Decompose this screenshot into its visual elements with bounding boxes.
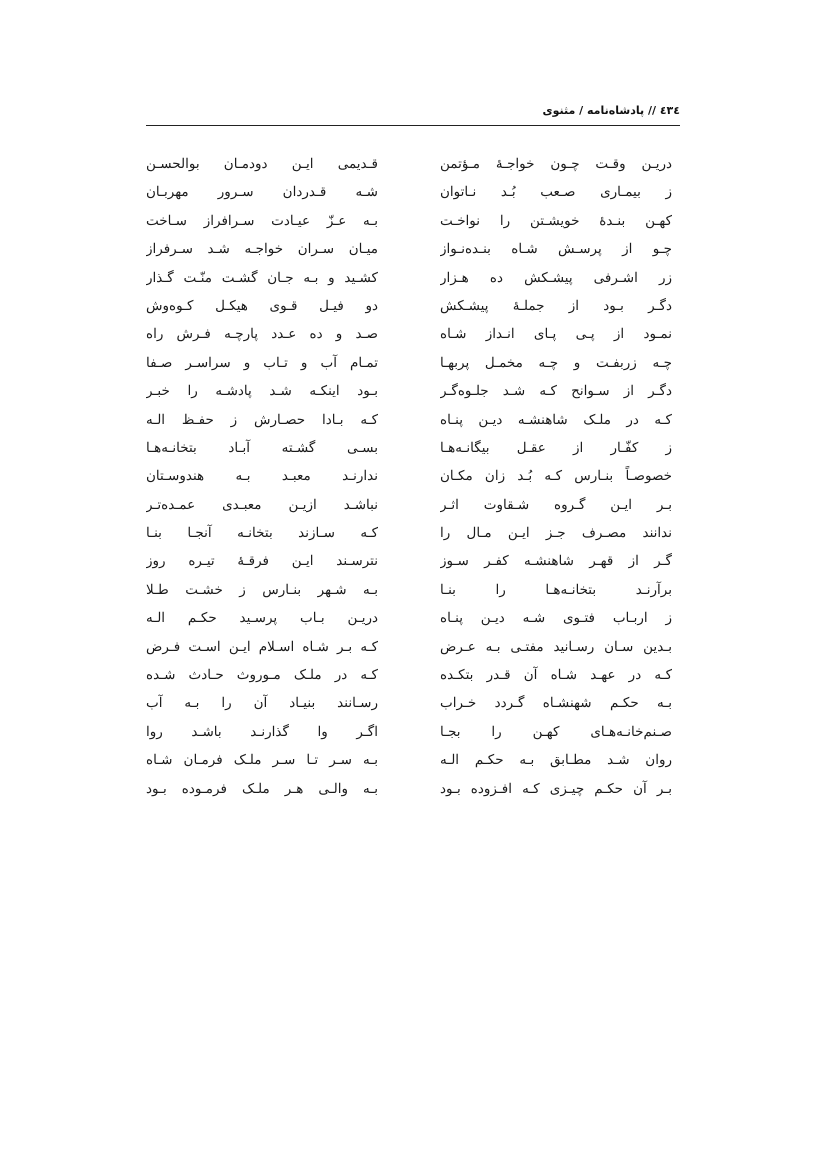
hemistich-second: بـه والـی هـر ملـک فرمـوده بـود (146, 780, 378, 797)
hemistich-first: زر اشـرفی پیشـکش ده هـزار (440, 269, 672, 286)
hemistich-second: ندارنـد معبـد بـه هندوسـتان (146, 468, 378, 485)
hemistich-first: کـه در ملـک شاهنشـه دیـن پنـاه (440, 411, 672, 428)
header-separator: // (647, 104, 656, 117)
header-separator: / (579, 104, 584, 117)
hemistich-second: نترسـند ایـن فرقـهٔ تیـره روز (146, 553, 378, 570)
hemistich-second: کـه در ملـک مـوروث حـادث شـده (146, 667, 378, 684)
hemistich-first: نمـود از پـی پـای انـداز شـاه (440, 326, 672, 343)
hemistich-first: دگـر از سـوانح کـه شـد جلـوه‌گـر (440, 383, 672, 400)
hemistich-second: دو فیـل قـوی هیکـل کـوه‌وش (146, 297, 378, 314)
book-title: پادشاه‌نامه (587, 104, 645, 117)
hemistich-second: بـه شـهر بنـارس ز خشـت طـلا (146, 581, 378, 598)
hemistich-first: ز کفّـار از عقـل بیگانـه‌هـا (440, 439, 672, 456)
hemistich-first: بـدین سـان رسـانید مفتـی بـه عـرض (440, 638, 672, 655)
hemistich-first: ز اربـاب فتـوی شـه دیـن پنـاه (440, 610, 672, 627)
hemistich-first: صـنم‌خانـه‌هـای کهـن را بجـا (440, 723, 672, 740)
hemistich-second: رسـانند بنیـاد آن را بـه آب (146, 695, 378, 712)
poem-column-first-hemistichs (440, 150, 672, 803)
hemistich-first: کـه در عهـد شـاه آن قـدر بتکـده (440, 667, 672, 684)
hemistich-second: بـود اینکـه شـد پادشـه را خبـر (146, 383, 378, 400)
hemistich-second: بسـی گشـته آبـاد بتخانـه‌هـا (146, 439, 378, 456)
header-divider (146, 125, 680, 126)
hemistich-second: نباشـد ازیـن معبـدی عمـده‌تـر (146, 496, 378, 513)
page-number: ٤٣٤ (659, 104, 680, 117)
hemistich-second: کـه سـازند بتخانـه آنجـا بنـا (146, 525, 378, 542)
hemistich-first: دگـر بـود از جملـهٔ پیشـکش (440, 297, 672, 314)
section-title: مثنوی (542, 104, 576, 117)
hemistich-second: شـه قـدردان سـرور مهربـان (146, 184, 378, 201)
hemistich-second: بـه عـزّ عیـادت سـرافراز سـاخت (146, 212, 378, 229)
hemistich-first: ندانند مصـرف جـز ایـن مـال را (440, 525, 672, 542)
hemistich-first: خصوصـاً بنـارس کـه بُـد زان مکـان (440, 468, 672, 485)
hemistich-second: صـد و ده عـدد پارچـه فـرش راه (146, 326, 378, 343)
hemistich-first: کهـن بنـدهٔ خویشـتن را نواخـت (440, 212, 672, 229)
hemistich-second: تمـام آب و تـاب و سراسـر صـفا (146, 354, 378, 371)
hemistich-first: چـو از پرسـش شـاه بنـده‌نـواز (440, 241, 672, 258)
hemistich-second: قـدیمی ایـن دودمـان بوالحسـن (146, 156, 378, 172)
hemistich-first: دریـن وقـت چـون خواجـهٔ مـؤتمن (440, 156, 672, 172)
hemistich-second: کـه بـر شـاه اسـلام ایـن اسـت فـرض (146, 638, 378, 655)
hemistich-second: بـه سـر تـا سـر ملـک فرمـان شـاه (146, 752, 378, 769)
hemistich-first: بـه حکـم شهنشـاه گـردد خـراب (440, 695, 672, 712)
hemistich-first: گـر از قهـر شاهنشـه کفـر سـوز (440, 553, 672, 570)
hemistich-second: اگـر وا گذارنـد باشـد روا (146, 723, 378, 740)
hemistich-first: بـر آن حکـم چیـزی کـه افـزوده بـود (440, 780, 672, 797)
hemistich-first: روان شـد مطـابق بـه حکـم الـه (440, 752, 672, 769)
hemistich-second: کـه بـادا حصـارش ز حفـظ الـه (146, 411, 378, 428)
hemistich-first: بـر ایـن گـروه شـقاوت اثـر (440, 496, 672, 513)
poem-body (146, 150, 680, 830)
hemistich-first: برآرنـد بتخانـه‌هـا را بنـا (440, 581, 672, 598)
poem-column-second-hemistichs (146, 150, 378, 803)
hemistich-second: دریـن بـاب پرسـید حکـم الـه (146, 610, 378, 627)
hemistich-second: کشـید و بـه جـان گشـت منّـت گـذار (146, 269, 378, 286)
hemistich-second: میـان سـران خواجـه شـد سـرفراز (146, 241, 378, 258)
hemistich-first: چـه زربفـت و چـه مخمـل پربهـا (440, 354, 672, 371)
running-header (146, 104, 680, 126)
hemistich-first: ز بیمـاری صـعب بُـد نـاتوان (440, 184, 672, 201)
